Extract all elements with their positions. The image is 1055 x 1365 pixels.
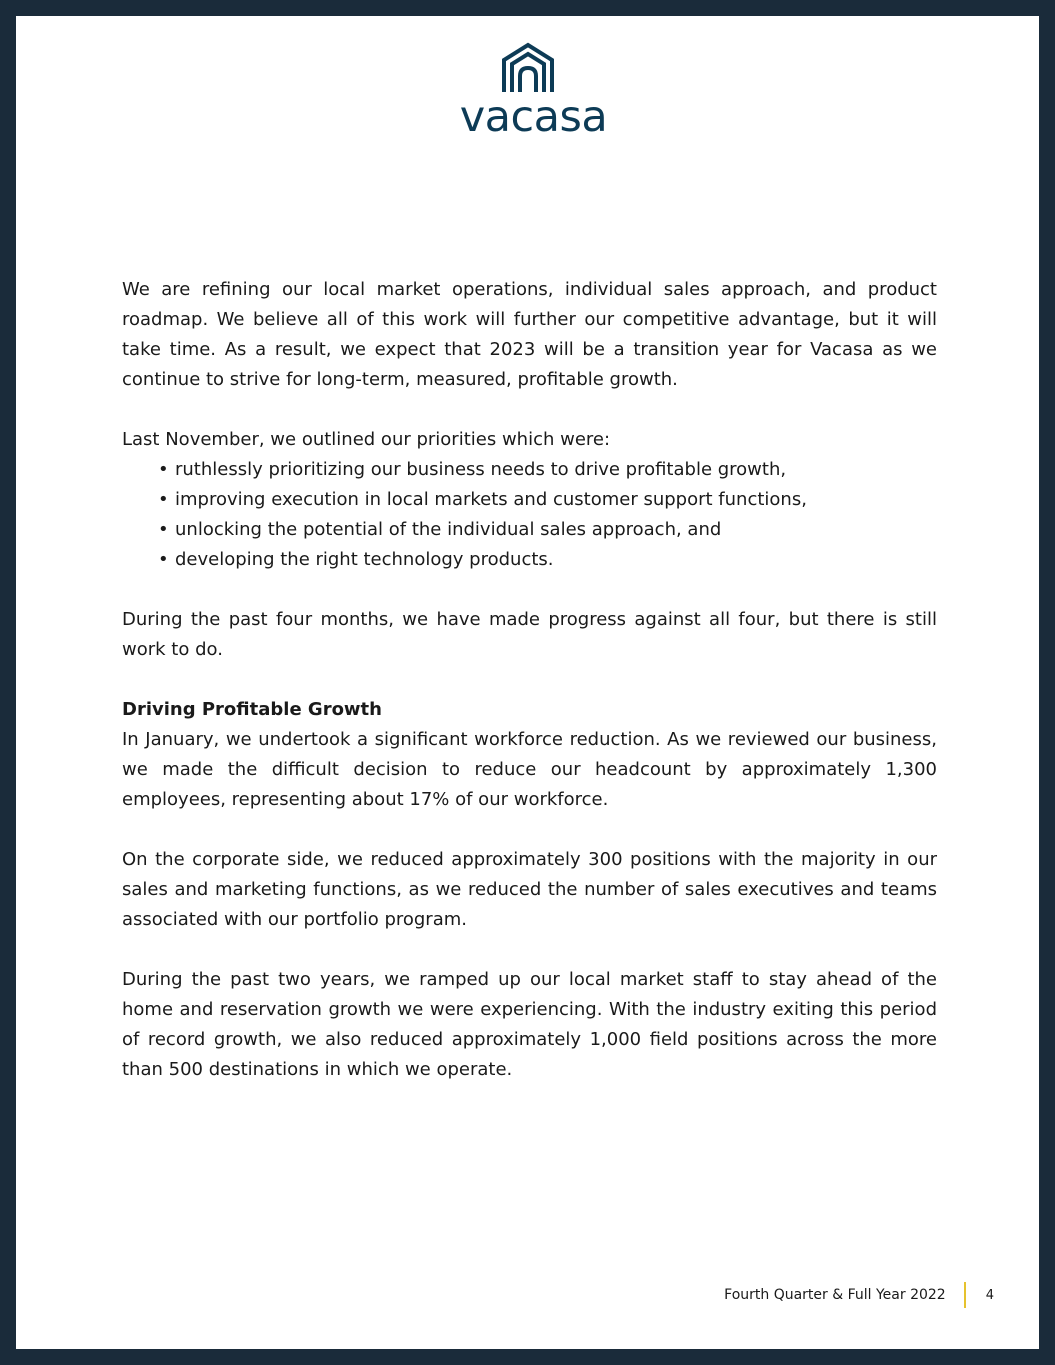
house-arches-icon: [500, 42, 556, 94]
paragraph-intro: We are refining our local market operations, individual sales approach, and product roadmap. We believe all of this work will further our competitive advantage, but it will take time. As a result, we expect that 2023 will be a transition year for Vacasa as we continue to strive for long-term, measured, profitable growth.: [122, 279, 937, 390]
document-body: [122, 275, 937, 1085]
logo-wordmark: vacasa: [459, 92, 608, 142]
priorities-list: [122, 455, 937, 575]
vacasa-logo: [16, 42, 1039, 140]
section-heading: Driving Profitable Growth: [122, 699, 382, 720]
list-item: • unlocking the potential of the individual sales approach, and: [158, 515, 937, 545]
paragraph-workforce: In January, we undertook a significant workforce reduction. As we reviewed our business, we made the difficult decision to reduce our headcount by approximately 1,300 employees, representing about 17% of our workforce.: [122, 729, 937, 810]
bullet-glyph: •: [158, 549, 169, 570]
paragraph-progress: During the past four months, we have made progress against all four, but there is still work to do.: [122, 609, 937, 660]
bullet-glyph: •: [158, 489, 169, 510]
paragraph-priorities-lead: Last November, we outlined our priorities which were:: [122, 429, 611, 450]
bullet-glyph: •: [158, 519, 169, 540]
footer-divider: [964, 1282, 966, 1308]
paragraph-field: During the past two years, we ramped up our local market staff to stay ahead of the home and reservation growth we were experiencing. With the industry exiting this period of record growth, we also reduced approximately 1,000 field positions across the more than 500 destinations in which we operate.: [122, 969, 937, 1080]
list-item: • ruthlessly prioritizing our business needs to drive profitable growth,: [158, 455, 937, 485]
list-item: • improving execution in local markets and customer support functions,: [158, 485, 937, 515]
page-footer: [724, 1282, 994, 1308]
footer-label: Fourth Quarter & Full Year 2022: [724, 1287, 946, 1303]
paragraph-corporate: On the corporate side, we reduced approximately 300 positions with the majority in our sales and marketing functions, as we reduced the number of sales executives and teams associated with our portfolio program.: [122, 849, 937, 930]
list-item: • developing the right technology products.: [158, 545, 937, 575]
page-number: 4: [985, 1287, 994, 1303]
bullet-glyph: •: [158, 459, 169, 480]
document-page: [16, 16, 1039, 1349]
